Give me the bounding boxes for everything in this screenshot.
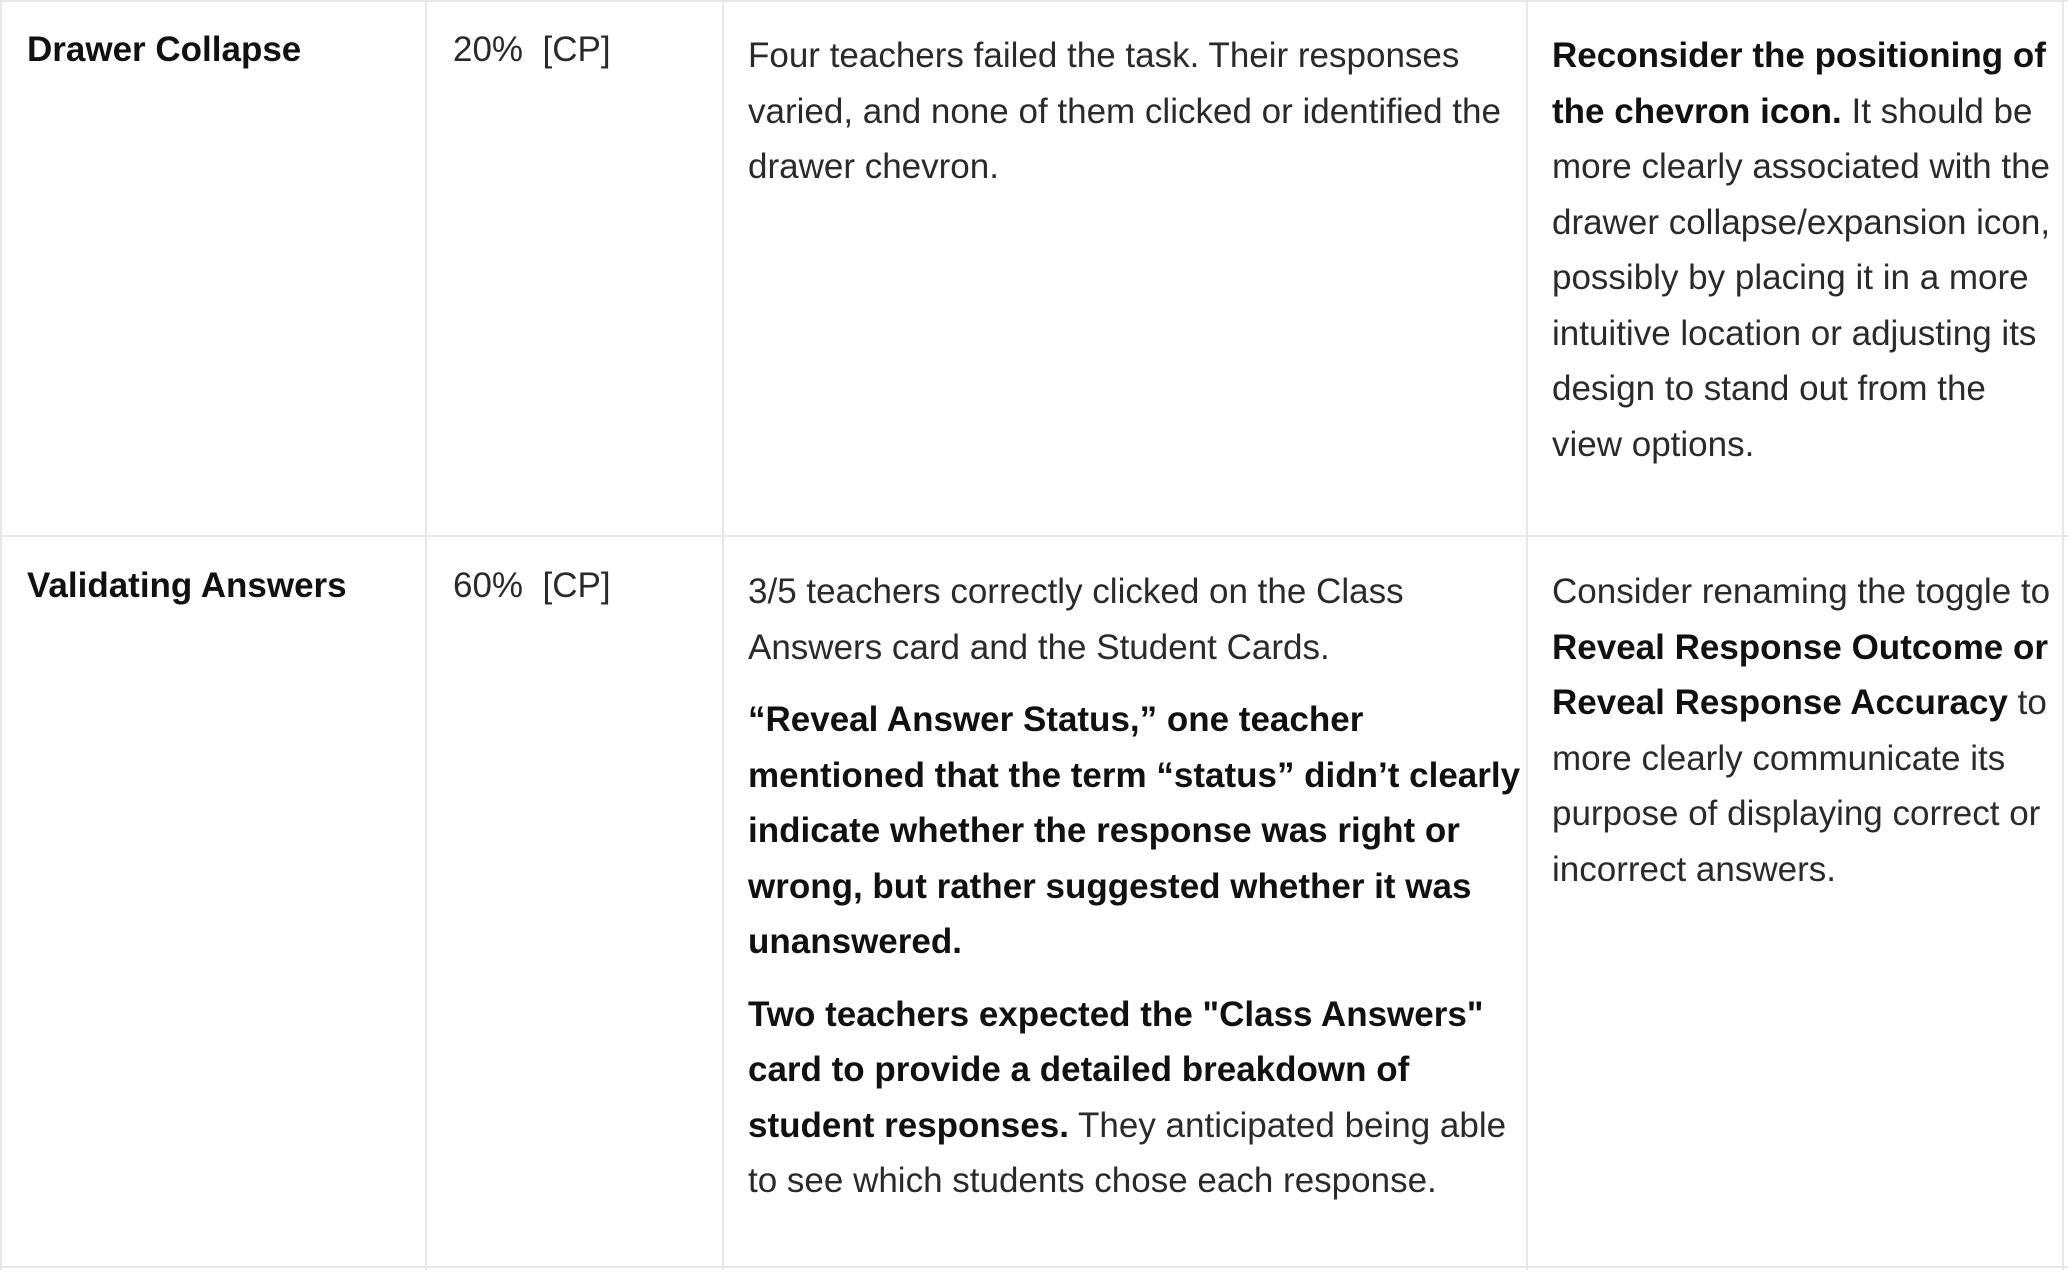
observation-paragraph (748, 28, 1528, 195)
observation-bold-text: “Reveal Answer Status,” one teacher mentioned that the term “status” didn’t clearly indicate whether the response was right or wrong, but rather suggested whether it was unanswered. (748, 700, 1521, 961)
success-rate: 20% (453, 30, 524, 69)
observation-text: They anticipated being able to see which students chose each response. (748, 1105, 1507, 1200)
task-name: Drawer Collapse (27, 30, 302, 69)
observation-text: Four teachers failed the task. Their responses varied, and none of them clicked or identified the drawer chevron. (748, 36, 1501, 186)
recommendation-text-lead: Consider renaming the toggle to (1552, 572, 2051, 611)
task-name: Validating Answers (27, 566, 347, 605)
recommendation-cell (1552, 0, 2060, 472)
table-row (0, 536, 2068, 1270)
task-cell (27, 0, 417, 72)
observation-paragraph (748, 987, 1528, 1209)
success-rate-cell (453, 536, 713, 608)
severity-tag: [CP] (542, 566, 611, 605)
recommendation-cell (1552, 536, 2060, 897)
task-cell (27, 536, 417, 608)
success-rate-cell (453, 0, 713, 72)
recommendation-paragraph (1552, 28, 2060, 472)
observation-cell (748, 0, 1528, 195)
observation-cell (748, 536, 1528, 1209)
severity-tag: [CP] (542, 30, 611, 69)
table-row (0, 0, 2068, 536)
recommendation-text-tail: to more clearly communicate its purpose of displaying correct or incorrect answers. (1552, 683, 2047, 889)
observation-text: 3/5 teachers correctly clicked on the Class Answers card and the Student Cards. (748, 572, 1404, 667)
recommendation-bold-lead: Reconsider the positioning of the chevron icon. (1552, 36, 2046, 131)
recommendation-paragraph (1552, 564, 2060, 897)
recommendation-text: It should be more clearly associated with the drawer collapse/expansion icon, possibly by placing it in a more intuitive location or adjusting its design to stand out from the view options. (1552, 91, 2051, 464)
observation-bold-text: Two teachers expected the "Class Answers" card to provide a detailed breakdown of student responses. (748, 994, 1484, 1145)
recommendation-bold-term: Reveal Response Outcome or Reveal Response Accuracy (1552, 627, 2048, 722)
observation-paragraph (748, 692, 1528, 970)
observation-paragraph (748, 564, 1528, 675)
success-rate: 60% (453, 566, 524, 605)
